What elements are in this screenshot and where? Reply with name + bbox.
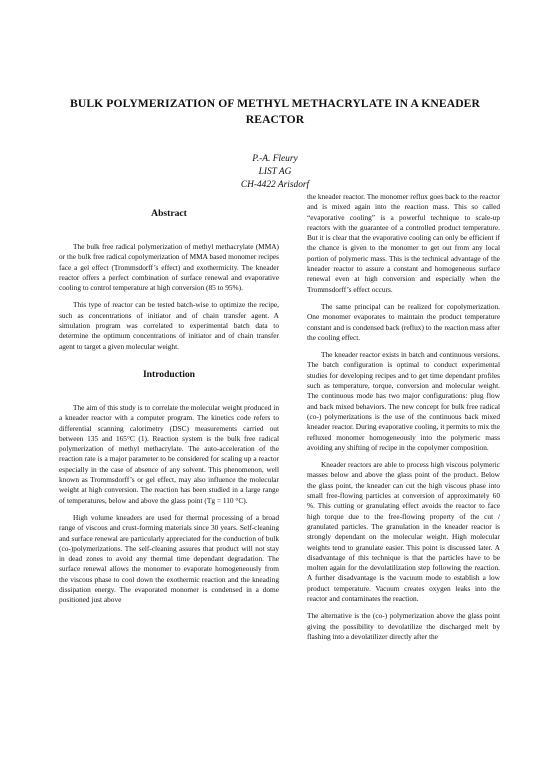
introduction-paragraph-1: The aim of this study is to correlate the molecular weight produced in a kneader reactor with a computer program. The kinetics code refers to differential scanning calorimetry (DSC) measurements carried out between 135 and 165°C (1). Reaction system is the bulk free radical polymerization of methyl methacrylate. The auto-acceleration of the reaction rate is a major parameter to be considered for scaling up a reactor especially in the case of absence of any solvent. This phenomenon, well known as Trommsdorff’s or gel effect, may also influence the molecular weight at high conversion. The reaction has been studied in a large range of temperatures, below and above the glass point (Tg = 110 °C). xyxy=(59,402,279,505)
abstract-paragraph-1: The bulk free radical polymerization of methyl methacrylate (MMA) or the bulk free radical copolymerization of MMA based monomer recipes face a gel effect (Trommsdorff’s effect) and exothermicity. The kneader reactor offers a perfect combination of surface renewal and evaporative cooling to control temperature at high conversion (85 to 95%). xyxy=(59,242,279,293)
right-paragraph-5: The alternative is the (co-) polymerization above the glass point giving the possibility to devolatilize the discharged melt by flashing into a devolatilizer directly after the xyxy=(307,611,500,641)
right-paragraph-1: the kneader reactor. The monomer reflux goes back to the reactor and is mixed again into the reaction mass. This so called “evaporative cooling” is a powerful technique to scale-up reactors with the guarantee of a controlled product temperature. But it is clear that the evaporative cooling can only be efficient if the chance is given to the monomer to get out from any local portion of polymeric mass. This is the technical advantage of the kneader reactor to assure a constant and homogeneous surface renewal even at high conversion and especially when the Trommsdorff’s effect occurs. xyxy=(307,192,500,294)
author-company: LIST AG xyxy=(258,167,292,177)
abstract-paragraph-2: This type of reactor can be tested batch-wise to optimize the recipe, such as concentrations of initiator and of chain transfer agent. A simulation program was correlated to experimental batch data to determine the optimum concentrations of initiator and of chain transfer agent to target a given molecular weight. xyxy=(59,300,279,351)
introduction-heading: Introduction xyxy=(142,368,196,380)
right-column xyxy=(307,192,500,649)
right-paragraph-3: The kneader reactor exists in batch and continuous versions. The batch configuration is optimal to conduct experimental studies for developing recipes and to get time dependant profiles such as temperature, torque, conversion and molecular weight. The continuous mode has two major configurations: plug flow and back mixed behaviors. The new concept for bulk free radical (co-) polymerizations is the use of the continuous back mixed kneader reactor. During evaporative cooling, it permits to mix the refluxed monomer homogeneously into the polymeric mass avoiding any shifting of recipe in the copolymer composition. xyxy=(307,350,500,452)
right-paragraph-4: Kneader reactors are able to process high viscous polymeric masses below and above the glass point of the product. Below the glass point, the kneader can cut the high viscous phase into small free-flowing particles at conversion of approximately 60 %. This cutting or granulating effect avoids the reactor to face high torque due to the free-flowing property of the cut / granulated particles. The granulation in the kneader reactor is strongly dependant on the molecular weight. High molecular weights tend to granulate easier. This point is discussed later. A disadvantage of this technique is that the particles have to be molten again for the devolatilization step following the reaction. A further disadvantage is the vacuum mode to establish a low product temperature. Vacuum creates oxygen leaks into the reactor and contaminates the reaction. xyxy=(307,460,500,603)
author-name: P.-A. Fleury xyxy=(252,154,298,164)
introduction-paragraph-2: High volume kneaders are used for thermal processing of a broad range of viscous and crust-forming materials since 30 years. Self-cleaning and surface renewal are particularly appreciated for the conduction of bulk (co-)polymerizations. The self-cleaning assures that product will not stay in dead zones to avoid any thermal time dependant degradation. The surface renewal allows the monomer to evaporate homogeneously from the viscous phase to cool down the exothermic reaction and the kneading dissipation energy. The evaporated monomer is condensed in a dome positioned just above xyxy=(59,512,279,605)
author-address: CH-4422 Arisdorf xyxy=(240,180,310,190)
paper-title: BULK POLYMERIZATION OF METHYL METHACRYLATE IN A KNEADER REACTOR xyxy=(70,97,480,126)
left-column xyxy=(59,208,279,613)
abstract-heading: Abstract xyxy=(151,208,187,219)
right-paragraph-2: The same principal can be realized for copolymerization. One monomer evaporates to maintain the product temperature constant and is condensed back (reflux) to the reaction mass after the cooling effect. xyxy=(307,301,500,342)
